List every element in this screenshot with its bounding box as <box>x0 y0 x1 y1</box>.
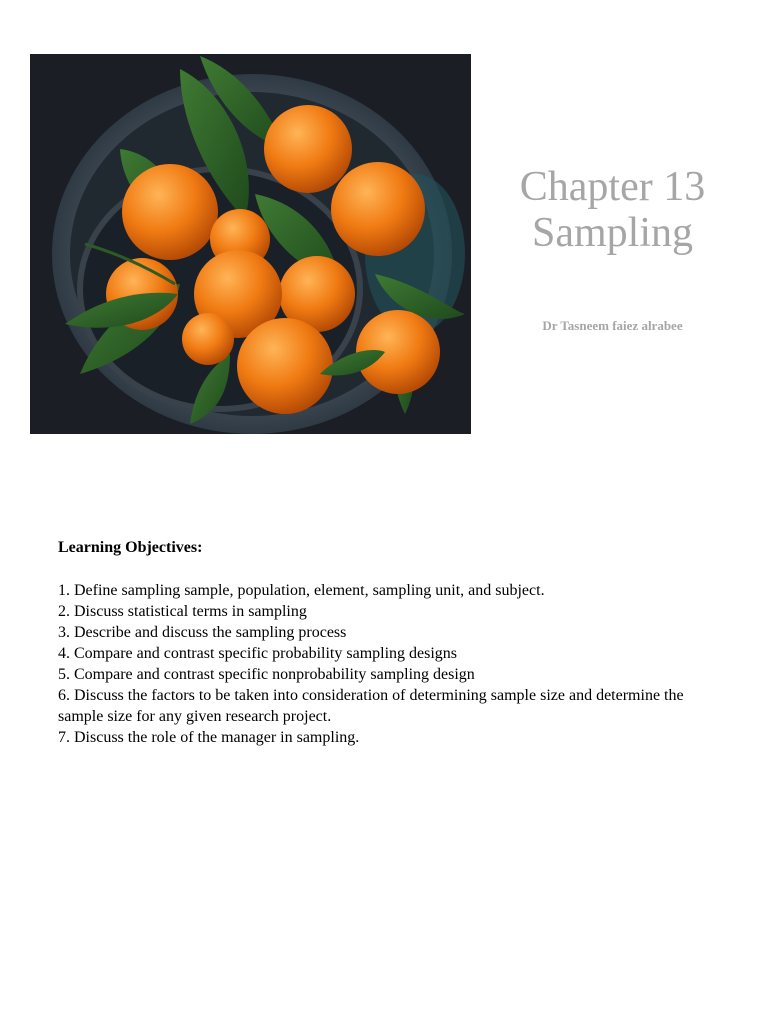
chapter-title: Chapter 13 <box>519 164 706 210</box>
objective-item: 7. Discuss the role of the manager in sampling. <box>58 729 360 746</box>
oranges-bowl-photo <box>30 54 471 434</box>
objective-item: 1. Define sampling sample, population, element, sampling unit, and subject. <box>58 582 545 599</box>
objective-item: 6. Discuss the factors to be taken into consideration of determining sample size and determine the sample size for any given research project. <box>58 687 684 725</box>
learning-objectives-heading: Learning Objectives: <box>58 539 203 556</box>
objective-item: 3. Describe and discuss the sampling process <box>58 624 347 641</box>
chapter-subtitle: Sampling <box>531 210 693 256</box>
objective-item: 2. Discuss statistical terms in sampling <box>58 603 307 620</box>
objective-item: 5. Compare and contrast specific nonprobability sampling design <box>58 666 475 683</box>
learning-objectives-list <box>58 580 698 748</box>
objective-item: 4. Compare and contrast specific probability sampling designs <box>58 645 458 662</box>
author-name: Dr Tasneem faiez alrabee <box>542 318 683 333</box>
